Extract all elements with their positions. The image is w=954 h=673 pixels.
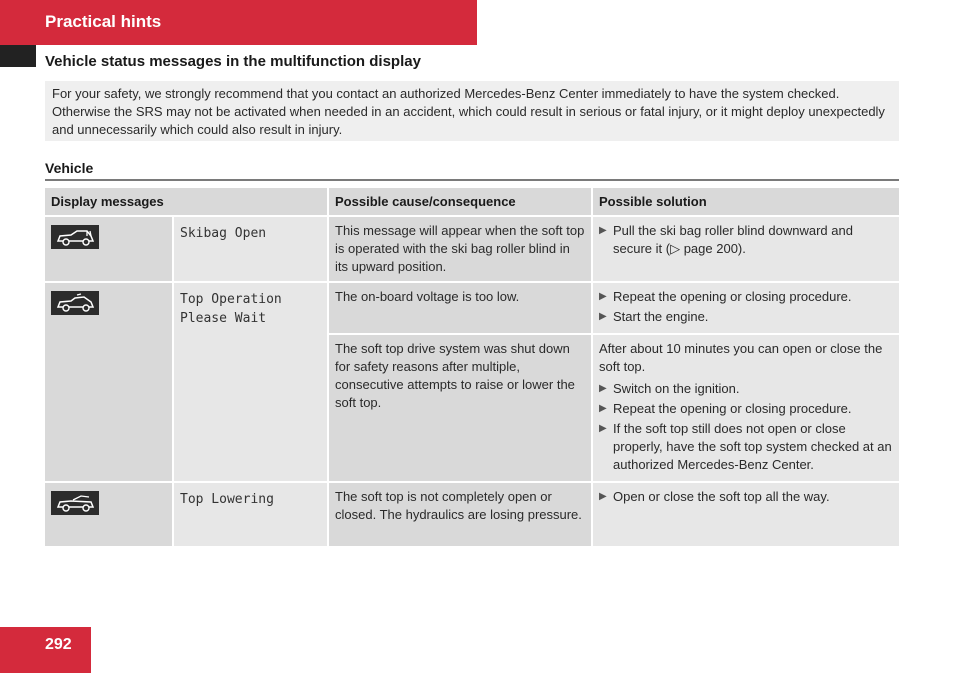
subsection-title: Vehicle: [45, 160, 94, 176]
solution-cell: [592, 282, 899, 334]
section-marker: [0, 45, 36, 67]
bullet-arrow-icon: ▶: [599, 311, 607, 322]
display-message-text: Top Lowering: [180, 492, 274, 507]
status-message-table: [45, 188, 899, 546]
solution-step: ▶ Open or close the soft top all the way.: [599, 489, 830, 504]
table-row: [45, 482, 899, 546]
page-number: 292: [45, 636, 72, 653]
cause-text: The on-board voltage is too low.: [335, 289, 520, 304]
display-message-cell: [173, 282, 328, 482]
convertible-car-icon: [51, 291, 99, 315]
warning-text: For your safety, we strongly recommend that you contact an authorized Mercedes-Benz Center immediately to have the system checked. Otherwise the SRS may not be activated when needed in an accident, which could result in serious or fatal injury, or it might deploy unexpectedly and unnecessarily which could also result in injury.: [52, 86, 885, 137]
display-message-cell: [173, 216, 328, 282]
bullet-arrow-icon: ▶: [599, 491, 607, 502]
solution-cell: [592, 334, 899, 482]
cause-cell: [328, 282, 592, 334]
icon-cell: [45, 216, 173, 282]
cause-cell: [328, 334, 592, 482]
header-possible-cause: Possible cause/consequence: [328, 188, 592, 216]
section-title: Vehicle status messages in the multifunction display: [45, 53, 421, 70]
display-message-text: Top Operation Please Wait: [180, 292, 282, 326]
table-row: [45, 216, 899, 282]
table-header-row: [45, 188, 899, 216]
header-title: Practical hints: [45, 12, 162, 31]
convertible-car-icon: [51, 491, 99, 515]
subsection-rule: [45, 179, 899, 181]
bullet-arrow-icon: ▶: [599, 291, 607, 302]
solution-intro: After about 10 minutes you can open or close the soft top.: [599, 341, 883, 374]
convertible-car-icon: [51, 225, 99, 249]
solution-step: ▶ Repeat the opening or closing procedure.: [599, 289, 852, 304]
bullet-arrow-icon: ▶: [599, 403, 607, 414]
display-message-cell: [173, 482, 328, 546]
icon-cell: [45, 282, 173, 482]
solution-cell: [592, 482, 899, 546]
solution-step: ▶ Switch on the ignition.: [599, 381, 740, 396]
solution-step: ▶ If the soft top still does not open or close properly, have the soft top system checked at an authorized Mercedes-Benz Center.: [599, 421, 892, 472]
cause-cell: [328, 482, 592, 546]
solution-step: ▶ Repeat the opening or closing procedure.: [599, 401, 852, 416]
cause-text: The soft top drive system was shut down for safety reasons after multiple, consecutive attempts to raise or lower the soft top.: [335, 341, 575, 410]
icon-cell: [45, 482, 173, 546]
display-message-text: Skibag Open: [180, 226, 267, 241]
bullet-arrow-icon: ▶: [599, 383, 607, 394]
bullet-arrow-icon: ▶: [599, 225, 607, 236]
cause-cell: [328, 216, 592, 282]
bullet-arrow-icon: ▶: [599, 423, 607, 434]
table-row: [45, 282, 899, 334]
cause-text: This message will appear when the soft top is operated with the ski bag roller blind in its upward position.: [335, 223, 585, 274]
warning-box: [45, 81, 899, 141]
header-possible-solution: Possible solution: [592, 188, 899, 216]
solution-step: ▶ Start the engine.: [599, 309, 709, 324]
solution-cell: [592, 216, 899, 282]
solution-step: ▶ Pull the ski bag roller blind downward and secure it (▷ page 200).: [599, 223, 853, 256]
header-display-messages: Display messages: [45, 188, 328, 216]
cause-text: The soft top is not completely open or closed. The hydraulics are losing pressure.: [335, 489, 582, 522]
